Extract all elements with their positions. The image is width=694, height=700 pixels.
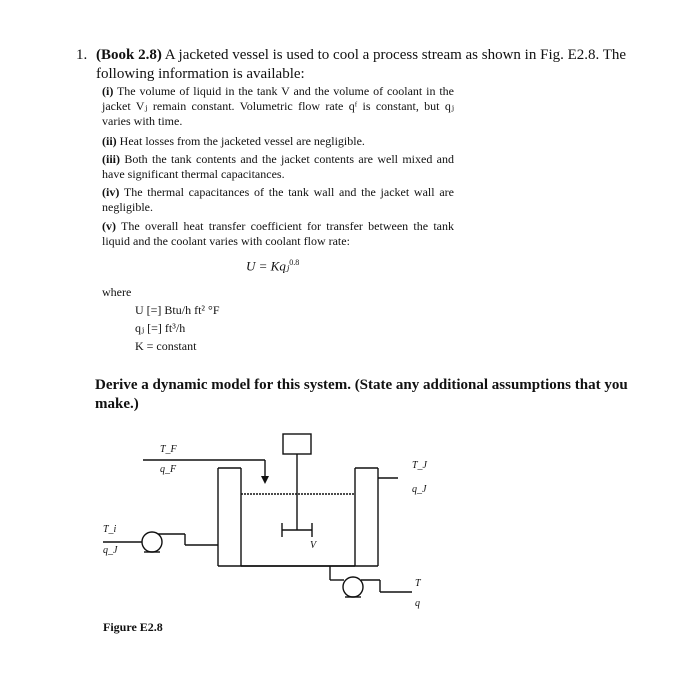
jacket-pump-icon (142, 532, 162, 552)
item-v: (v) The overall heat transfer coefficient for transfer between the tank liquid and the coolant varies with coolant flow rate: (102, 219, 454, 248)
label-jacket-in-temp: T_i (103, 524, 117, 535)
label-feed-temp: T_F (160, 444, 177, 455)
label-outlet-flow: q (415, 598, 420, 609)
label-volume: V (310, 540, 317, 551)
item-iii: (iii) Both the tank contents and the jacket contents are well mixed and have significant thermal capacitances. (102, 152, 454, 181)
motor-icon (283, 434, 311, 454)
problem-number: 1. (76, 47, 88, 63)
problem-source: (Book 2.8) (96, 47, 162, 63)
item-i: (i) The volume of liquid in the tank V and the volume of coolant in the jacket Vⱼ remain constant. Volumetric flow rate qᶠ is constant, but qⱼ varies with time. (102, 84, 454, 128)
label-feed-flow: q_F (160, 464, 177, 475)
where-label: where (102, 285, 132, 299)
label-jacket-in-flow: q_J (103, 545, 118, 556)
unit-qj: qⱼ [=] ft³/h (135, 321, 186, 335)
problem-intro-text: A jacketed vessel is used to cool a process stream as shown in Fig. E2.8. The following information is available: (96, 47, 627, 82)
label-jacket-out-flow: q_J (412, 484, 427, 495)
item-iv: (iv) The thermal capacitances of the tank wall and the jacket wall are negligible. (102, 185, 454, 214)
unit-u: U [=] Btu/h ft² °F (135, 303, 220, 317)
derive-instruction: Derive a dynamic model for this system. (State any additional assumptions that you make.) (95, 377, 628, 412)
feed-arrow-icon (261, 476, 269, 484)
outlet-pump-icon (343, 577, 363, 597)
unit-k: K = constant (135, 339, 197, 353)
label-outlet-temp: T (415, 578, 421, 589)
figure-caption: Figure E2.8 (103, 620, 163, 634)
label-jacket-out-temp: T_J (412, 460, 427, 471)
item-ii: (ii) Heat losses from the jacketed vessel are negligible. (102, 134, 365, 148)
heat-transfer-equation: U = Kqⱼ$^{0.8}$ (246, 258, 300, 274)
